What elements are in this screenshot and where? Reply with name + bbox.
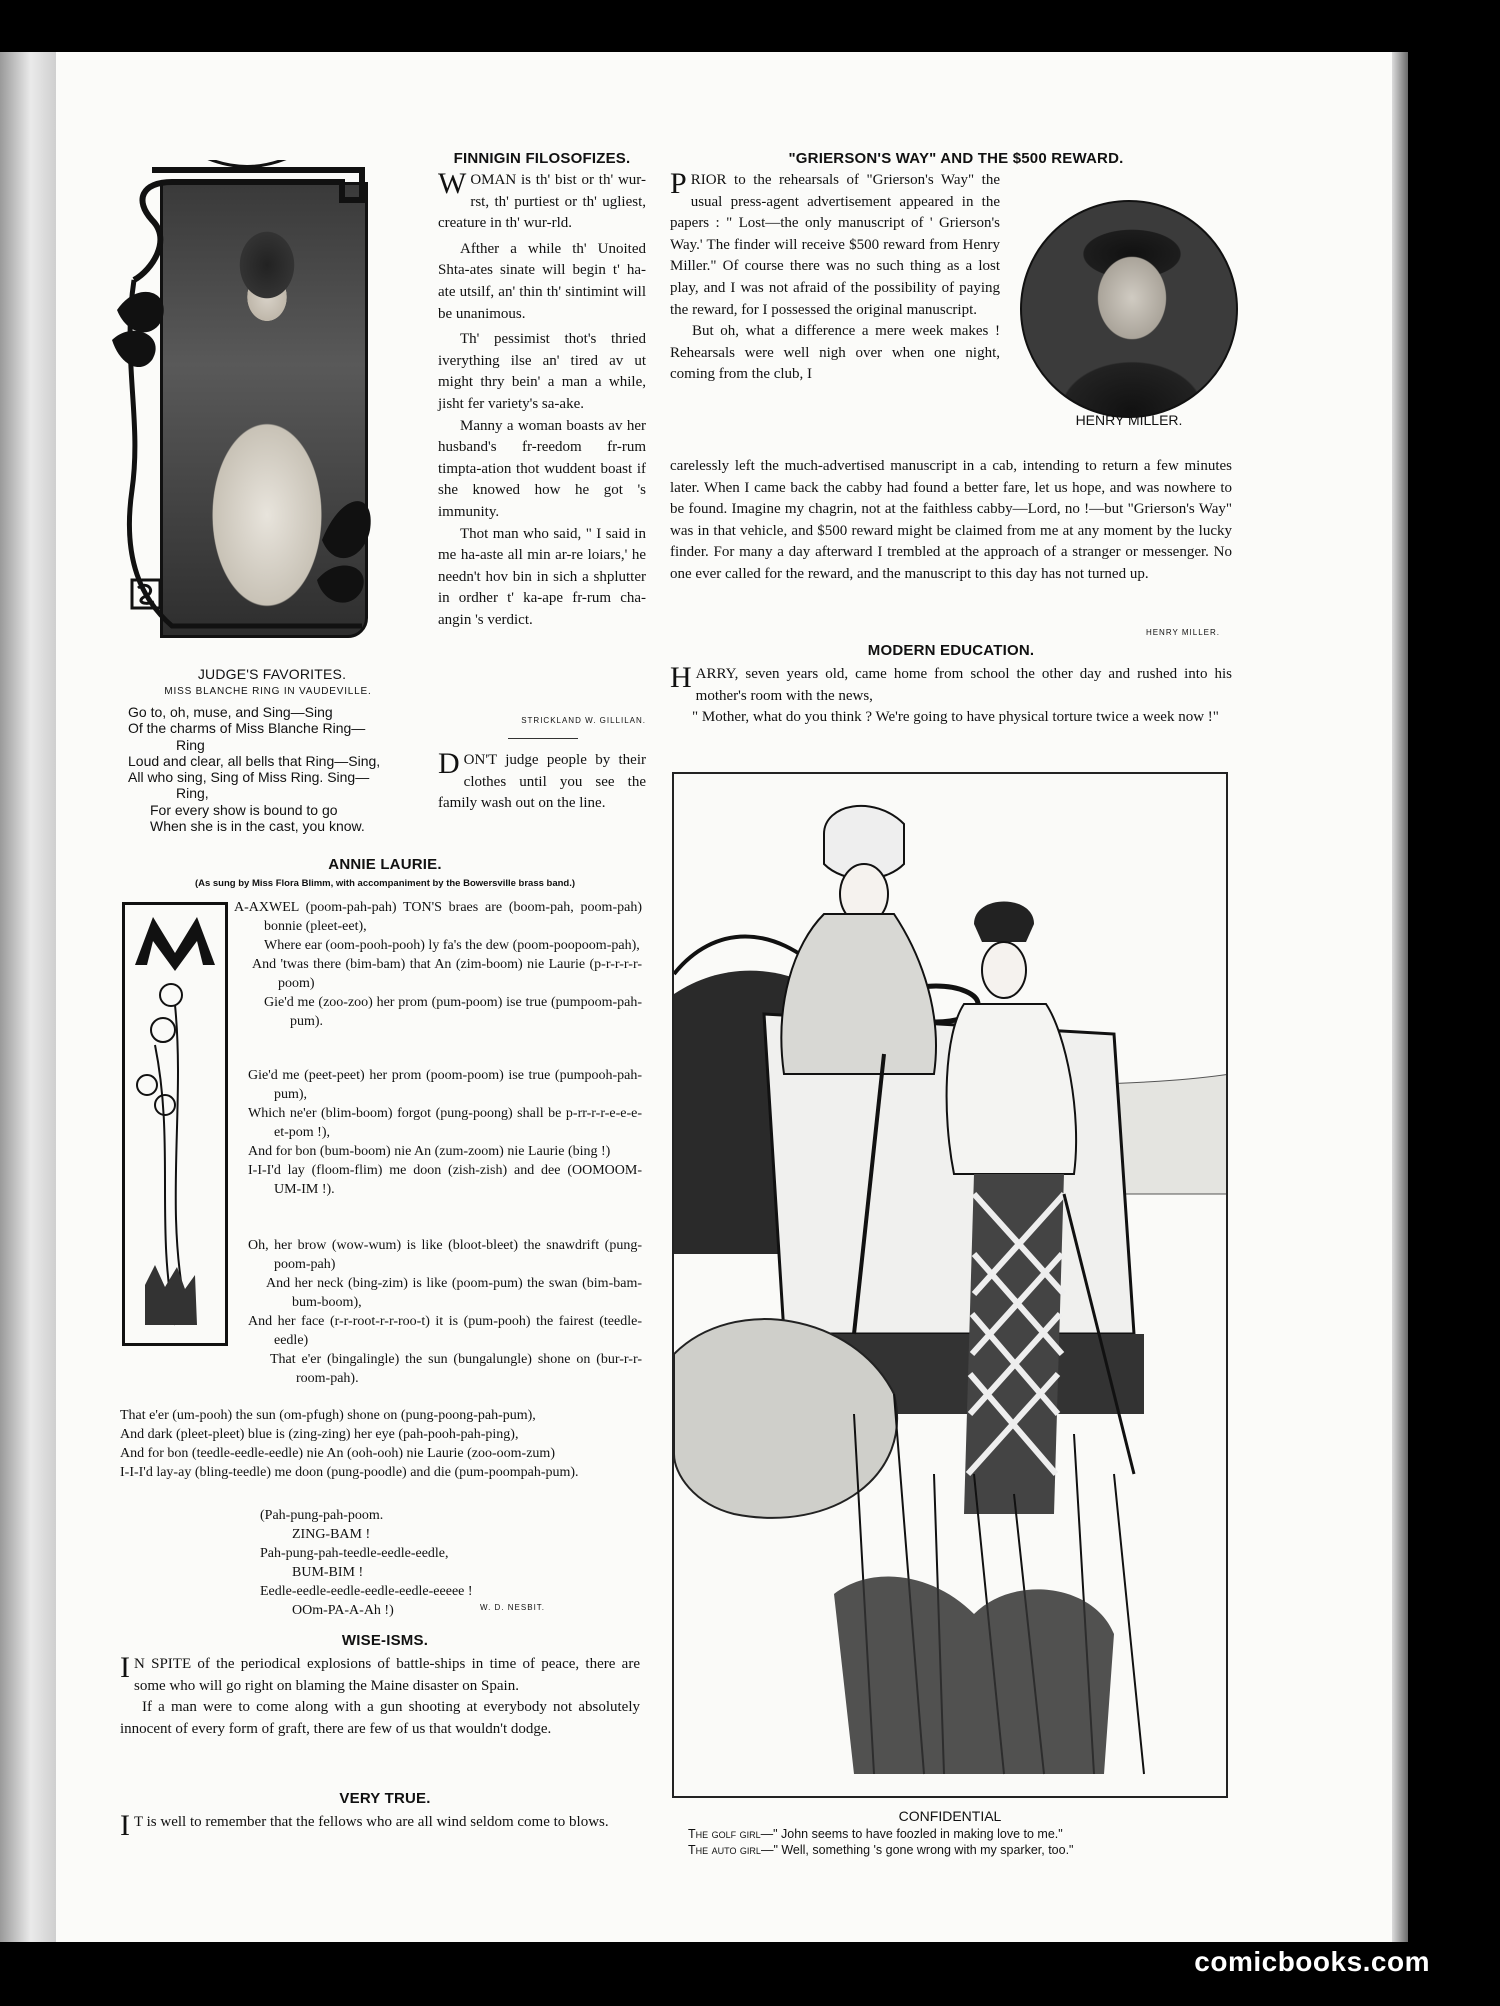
annie-laurie-stanza-2	[248, 1066, 642, 1199]
poem-line: Eedle-eedle-eedle-eedle-eedle-eeeee !	[260, 1584, 473, 1599]
very-true-title: VERY TRUE.	[339, 1790, 431, 1807]
dont-judge-paragraph: DON'T judge people by their clothes until you see the family wash out on the line.	[438, 747, 646, 812]
grierson-title: "GRIERSON'S WAY" AND THE $500 REWARD.	[788, 150, 1124, 167]
poem-line: And dark (pleet-pleet) blue is (zing-zing) her eye (pah-pooh-pah-ping),	[120, 1427, 519, 1442]
poem-line: Ring	[176, 736, 205, 753]
judge-favorites-poem	[128, 704, 418, 834]
poem-line: Of the charms of Miss Blanche Ring—	[128, 720, 366, 737]
henry-miller-caption: HENRY MILLER.	[1075, 412, 1183, 428]
paper-edge	[1392, 52, 1408, 1942]
poem-line: Which ne'er (blim-boom) forgot (pung-poong) shall be p-rr-r-r-e-e-e-et-pom !),	[248, 1106, 642, 1140]
poem-line: All who sing, Sing of Miss Ring. Sing—	[128, 769, 370, 786]
poem-line: Ring,	[176, 785, 209, 802]
poem-line: BUM-BIM !	[292, 1565, 364, 1580]
poem-line: Oh, her brow (wow-wum) is like (bloot-bleet) the snawdrift (pung-poom-pah)	[248, 1238, 642, 1272]
poem-line: ZING-BAM !	[292, 1527, 371, 1542]
drop-cap: H	[670, 661, 692, 694]
decorative-m-initial	[122, 902, 228, 1346]
grierson-body-wide: carelessly left the much-advertised manuscript in a cab, intending to return a few minutes later. When I came back the cabby had found a better fare, let us hope, and was nowhere to be found. Imagine my chagrin, not at the faithless cabby—Lord, no !—but "Grierson's Way" was in that vehicle, and $500 reward might be claimed from me at any moment by the lucky finder. For many a day afterward I trembled at the approach of a stranger or messenger. No one ever called for the reward, and the manuscript to this day has not turned up.	[670, 458, 1232, 582]
wise-isms-title: WISE-ISMS.	[341, 1632, 429, 1649]
judge-favorites-subtitle: MISS BLANCHE RING IN VAUDEVILLE.	[164, 686, 372, 697]
paragraph: Thot man who said, " I said in me ha-aste all min ar-re loiars,' he needn't hov bin in sich a shplutter in ordher t' ka-ape fr-rum cha-angin 's verdict.	[438, 525, 646, 628]
annie-laurie-subtitle: (As sung by Miss Flora Blimm, with accompaniment by the Bowersville brass band.)	[194, 878, 576, 889]
finnigin-body	[438, 167, 646, 631]
annie-laurie-stanza-4	[120, 1406, 642, 1482]
poem-line: I-I-I'd lay-ay (bling-teedle) me doon (pung-poodle) and die (pum-poompah-pum).	[120, 1465, 579, 1480]
comicbooks-watermark: comicbooks.com	[1194, 1946, 1430, 1977]
poem-line: (Pah-pung-pah-poom.	[260, 1508, 384, 1523]
poem-line: And her neck (bing-zim) is like (poom-pum) the swan (bim-bam-bum-boom),	[266, 1276, 642, 1310]
ornamental-m-icon	[125, 905, 225, 1343]
paragraph: Th' pessimist thot's thried iverything ilse an' tired av ut might thry bein' a man a while, jisht fer variety's sa-ake.	[438, 331, 646, 412]
poem-line: For every show is bound to go	[150, 801, 338, 818]
poem-line: Gie'd me (zoo-zoo) her prom (pum-poom) ise true (pumpoom-pah-pum).	[264, 995, 642, 1029]
grierson-body-narrow: PRIOR to the rehearsals of "Grierson's Way" the usual press-agent advertisement appeared in the papers : " Lost—the only manuscript of ' Grierson's Way.' The finder will receive $500 reward from Henry Miller." Of course there was no such thing as a lost play, and I was not afraid of the possibility of paying the reward, for I possessed the original manuscript. But oh, what a difference a mere week makes ! Rehearsals were well nigh over when one night, coming from the club, I	[670, 170, 1000, 386]
dialogue-line: The golf girl—" John seems to have foozled in making love to me."	[688, 1827, 1063, 1841]
poem-line: Loud and clear, all bells that Ring—Sing,	[128, 752, 381, 769]
annie-laurie-stanza-1	[234, 898, 642, 1031]
divider	[508, 738, 578, 739]
finnigin-byline: STRICKLAND W. GILLILAN.	[521, 716, 646, 725]
poem-line: And 'twas there (bim-bam) that An (zim-boom) nie Laurie (p-r-r-r-r-poom)	[252, 957, 642, 991]
modern-education-title: MODERN EDUCATION.	[867, 642, 1035, 659]
golf-girl-auto-girl-illustration	[672, 772, 1228, 1798]
poem-line: A-AXWEL (poom-pah-pah) TON'S braes are (boom-pah, poom-pah) bonnie (pleet-eet),	[234, 900, 642, 934]
finnigin-title: FINNIGIN FILOSOFIZES.	[453, 150, 631, 167]
dialogue-line: The auto girl—" Well, something 's gone wrong with my sparker, too."	[688, 1843, 1074, 1857]
book-spine	[0, 52, 56, 1942]
annie-laurie-title: ANNIE LAURIE.	[328, 856, 442, 873]
drop-cap: D	[438, 747, 460, 780]
poem-line: That e'er (um-pooh) the sun (om-pfugh) shone on (pung-poong-pah-pum),	[120, 1408, 536, 1423]
poem-line: And for bon (teedle-eedle-eedle) nie An (ooh-ooh) nie Laurie (zoo-oom-zum)	[120, 1446, 555, 1461]
illustration-drawing	[674, 774, 1228, 1798]
poem-line: Pah-pung-pah-teedle-eedle-eedle,	[260, 1546, 449, 1561]
grierson-byline: HENRY MILLER.	[1145, 628, 1220, 637]
paragraph: Afther a while th' Unoited Shta-ates sinate will begin t' ha-ate utsilf, an' thin th' sintimint will be unanimous.	[438, 240, 646, 322]
blanche-ring-portrait-frame	[112, 160, 376, 638]
poem-line: Gie'd me (peet-peet) her prom (poom-poom) ise true (pumpooh-pah-pum),	[248, 1068, 642, 1102]
paragraph: Manny a woman boasts av her husband's fr-reedom fr-rum timpta-ation thot wuddent boast if she knowed how he got 's immunity.	[438, 417, 646, 520]
drop-cap: I	[120, 1809, 130, 1842]
drop-cap: P	[670, 167, 687, 200]
drop-cap: W	[438, 167, 467, 200]
annie-laurie-byline: W. D. NESBIT.	[480, 1603, 546, 1612]
very-true-body: I T is well to remember that the fellows who are all wind seldom come to blows.	[120, 1809, 609, 1842]
poem-line: I-I-I'd lay (floom-flim) me doon (zish-zish) and dee (OOMOOM-UM-IM !).	[248, 1163, 642, 1197]
modern-education-body: HARRY, seven years old, came home from school the other day and rushed into his mother's room with the news, " Mother, what do you think ? We're going to have physical torture twice a week now !"	[670, 664, 1232, 729]
poem-line: And for bon (bum-boom) nie An (zum-zoom) nie Laurie (bing !)	[248, 1144, 611, 1159]
confidential-title: CONFIDENTIAL	[898, 1808, 1002, 1824]
art-nouveau-frame-ornament	[112, 160, 376, 638]
confidential-dialogue	[688, 1826, 1248, 1858]
poem-line: And her face (r-r-root-r-r-roo-t) it is (pum-pooh) the fairest (teedle-eedle)	[248, 1314, 642, 1348]
paragraph: " Mother, what do you think ? We're going to have physical torture twice a week now !"	[692, 709, 1219, 726]
poem-line: When she is in the cast, you know.	[150, 818, 365, 835]
poem-line: Where ear (oom-pooh-pooh) ly fa's the dew (poom-poopoom-pah),	[264, 938, 640, 953]
paragraph: OMAN is th' bist or th' wur-rst, th' purtiest or th' ugliest, creature in th' wur-rld.	[438, 172, 646, 232]
paragraph: But oh, what a difference a mere week makes ! Rehearsals were well nigh over when one night, coming from the club, I	[670, 323, 1000, 383]
henry-miller-portrait	[1020, 200, 1238, 418]
drop-cap: I	[120, 1651, 130, 1684]
poem-line: Go to, oh, muse, and Sing—Sing	[128, 704, 333, 720]
wise-isms-body: I N SPITE of the periodical explosions of battle-ships in time of peace, there are some who will go right on blaming the Maine disaster on Spain. If a man were to come along with a gun shooting at everybody not absolutely innocent of every form of graft, there are few of us that wouldn't dodge.	[120, 1654, 640, 1740]
poem-line: OOm-PA-A-Ah !)	[292, 1603, 394, 1618]
paragraph: If a man were to come along with a gun shooting at everybody not absolutely innocent of every form of graft, there are few of us that wouldn't dodge.	[120, 1699, 640, 1737]
poem-line: That e'er (bingalingle) the sun (bungalungle) shone on (bur-r-r-room-pah).	[270, 1352, 642, 1386]
judge-favorites-title: JUDGE'S FAVORITES.	[197, 666, 347, 682]
annie-laurie-stanza-3	[248, 1236, 642, 1388]
